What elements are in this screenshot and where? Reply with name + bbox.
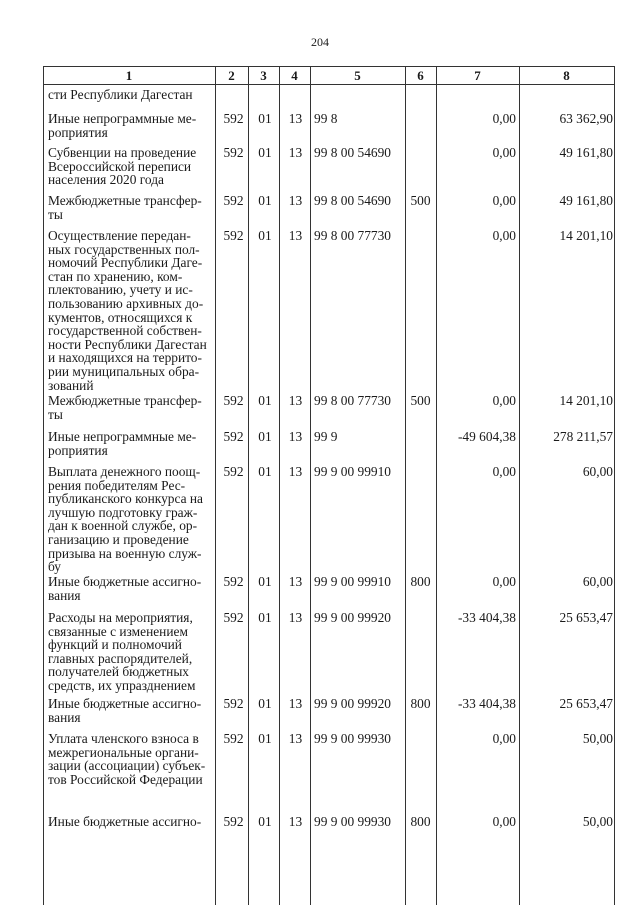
row-col-3: 01 bbox=[258, 145, 272, 160]
row-col-8: 60,00 bbox=[582, 574, 613, 589]
row-col-6: 500 bbox=[410, 193, 431, 208]
row-col-8: 25 653,47 bbox=[559, 696, 613, 711]
header-bottom-border bbox=[43, 84, 615, 85]
header-col-6: 6 bbox=[417, 68, 424, 83]
row-col-6: 800 bbox=[410, 814, 431, 829]
row-col-5: 99 8 00 77730 bbox=[314, 393, 391, 408]
row-col-3: 01 bbox=[258, 610, 272, 625]
col-border bbox=[279, 66, 280, 905]
header-col-3: 3 bbox=[260, 68, 267, 83]
row-col-2: 592 bbox=[223, 193, 244, 208]
row-col-4: 13 bbox=[288, 145, 303, 160]
row-col-4: 13 bbox=[288, 696, 303, 711]
row-col-7: 0,00 bbox=[492, 193, 516, 208]
row-col-2: 592 bbox=[223, 393, 244, 408]
row-col-4: 13 bbox=[288, 574, 303, 589]
col-border bbox=[405, 66, 406, 905]
row-name: Выплата денежного поощ- рения победителям Рес- публиканского конкурса на лучшую подготовку граж- дан к военной службе, ор- ганизацию и проведение призыва на военную служ- бу bbox=[48, 464, 203, 575]
col-border bbox=[310, 66, 311, 905]
row-col-3: 01 bbox=[258, 393, 272, 408]
row-col-3: 01 bbox=[258, 814, 272, 829]
row-col-3: 01 bbox=[258, 696, 272, 711]
row-col-8: 49 161,80 bbox=[559, 145, 613, 160]
row-col-4: 13 bbox=[288, 193, 303, 208]
row-col-7: -49 604,38 bbox=[457, 429, 516, 444]
header-col-5: 5 bbox=[354, 68, 361, 83]
row-col-8: 278 211,57 bbox=[553, 429, 613, 444]
row-col-5: 99 9 00 99910 bbox=[314, 574, 391, 589]
row-col-5: 99 9 00 99930 bbox=[314, 731, 391, 746]
row-col-2: 592 bbox=[223, 696, 244, 711]
page-number: 204 bbox=[311, 35, 329, 49]
header-col-2: 2 bbox=[228, 68, 235, 83]
row-col-3: 01 bbox=[258, 731, 272, 746]
row-col-2: 592 bbox=[223, 464, 244, 479]
col-border bbox=[43, 66, 44, 905]
row-col-2: 592 bbox=[223, 111, 244, 126]
row-name: Иные бюджетные ассигно- вания bbox=[48, 574, 202, 603]
header-col-8: 8 bbox=[563, 68, 570, 83]
row-col-3: 01 bbox=[258, 574, 272, 589]
row-name: Иные непрограммные ме- роприятия bbox=[48, 429, 197, 458]
row-col-4: 13 bbox=[288, 814, 303, 829]
row-col-4: 13 bbox=[288, 610, 303, 625]
row-name: Иные бюджетные ассигно- вания bbox=[48, 696, 202, 725]
row-col-4: 13 bbox=[288, 228, 303, 243]
row-col-7: 0,00 bbox=[492, 731, 516, 746]
row-col-4: 13 bbox=[288, 731, 303, 746]
row-col-2: 592 bbox=[223, 574, 244, 589]
row-col-7: 0,00 bbox=[492, 145, 516, 160]
row-col-6: 800 bbox=[410, 574, 431, 589]
row-col-5: 99 9 00 99910 bbox=[314, 464, 391, 479]
row-col-7: 0,00 bbox=[492, 464, 516, 479]
row-col-7: 0,00 bbox=[492, 228, 516, 243]
row-col-4: 13 bbox=[288, 464, 303, 479]
row-col-8: 50,00 bbox=[582, 814, 613, 829]
col-border bbox=[436, 66, 437, 905]
col-border bbox=[519, 66, 520, 905]
row-col-8: 60,00 bbox=[582, 464, 613, 479]
row-col-8: 63 362,90 bbox=[559, 111, 613, 126]
col-border bbox=[215, 66, 216, 905]
row-name: Иные бюджетные ассигно- bbox=[48, 814, 202, 829]
row-col-2: 592 bbox=[223, 429, 244, 444]
row-col-8: 14 201,10 bbox=[559, 228, 613, 243]
row-col-2: 592 bbox=[223, 145, 244, 160]
header-col-4: 4 bbox=[291, 68, 298, 83]
row-col-8: 14 201,10 bbox=[559, 393, 613, 408]
row-col-7: 0,00 bbox=[492, 574, 516, 589]
row-col-8: 25 653,47 bbox=[559, 610, 613, 625]
row-col-3: 01 bbox=[258, 193, 272, 208]
row-col-7: 0,00 bbox=[492, 814, 516, 829]
row-col-6: 800 bbox=[410, 696, 431, 711]
row-col-4: 13 bbox=[288, 111, 303, 126]
row-col-7: -33 404,38 bbox=[457, 610, 516, 625]
row-col-5: 99 9 00 99930 bbox=[314, 814, 391, 829]
row-col-3: 01 bbox=[258, 228, 272, 243]
row-col-2: 592 bbox=[223, 814, 244, 829]
table-top-border bbox=[43, 66, 615, 67]
row-col-2: 592 bbox=[223, 610, 244, 625]
row-col-5: 99 8 00 77730 bbox=[314, 228, 391, 243]
row-name: Осуществление передан- ных государственных пол- номочий Республики Даге- стан по хранению, ком- плектованию, учету и ис- пользованию архивных до- кументов, относящихся к государственной собствен- ности Республики Дагестан и находящихся на террито- рии муниципальных обра- зований bbox=[48, 228, 207, 393]
row-name: Иные непрограммные ме- роприятия bbox=[48, 111, 197, 140]
row-col-3: 01 bbox=[258, 429, 272, 444]
row-name: Межбюджетные трансфер- ты bbox=[48, 193, 202, 222]
header-col-1: 1 bbox=[125, 68, 133, 83]
row-col-2: 592 bbox=[223, 731, 244, 746]
row-col-5: 99 8 00 54690 bbox=[314, 193, 391, 208]
header-col-7: 7 bbox=[474, 68, 481, 83]
row-col-4: 13 bbox=[288, 393, 303, 408]
row-name: Межбюджетные трансфер- ты bbox=[48, 393, 202, 422]
row-name: Расходы на мероприятия, связанные с изменением функций и полномочий главных распорядителей, получателей бюджетных средств, их упразднением bbox=[48, 610, 196, 693]
row-col-6: 500 bbox=[410, 393, 431, 408]
row-col-8: 49 161,80 bbox=[559, 193, 613, 208]
row-col-5: 99 8 bbox=[314, 111, 338, 126]
row-name: Субвенции на проведение Всероссийской переписи населения 2020 года bbox=[48, 145, 197, 188]
row-col-3: 01 bbox=[258, 111, 272, 126]
row-col-7: 0,00 bbox=[492, 111, 516, 126]
continuation-text: сти Республики Дагестан bbox=[48, 87, 193, 102]
row-col-5: 99 9 00 99920 bbox=[314, 696, 391, 711]
row-col-2: 592 bbox=[223, 228, 244, 243]
row-col-4: 13 bbox=[288, 429, 303, 444]
row-name: Уплата членского взноса в межрегиональные органи- зации (ассоциации) субъек- тов Российской Федерации bbox=[48, 731, 206, 787]
row-col-5: 99 9 bbox=[314, 429, 338, 444]
col-border bbox=[248, 66, 249, 905]
row-col-3: 01 bbox=[258, 464, 272, 479]
row-col-5: 99 8 00 54690 bbox=[314, 145, 391, 160]
col-border bbox=[614, 66, 615, 905]
row-col-5: 99 9 00 99920 bbox=[314, 610, 391, 625]
row-col-8: 50,00 bbox=[582, 731, 613, 746]
row-col-7: -33 404,38 bbox=[457, 696, 516, 711]
row-col-7: 0,00 bbox=[492, 393, 516, 408]
